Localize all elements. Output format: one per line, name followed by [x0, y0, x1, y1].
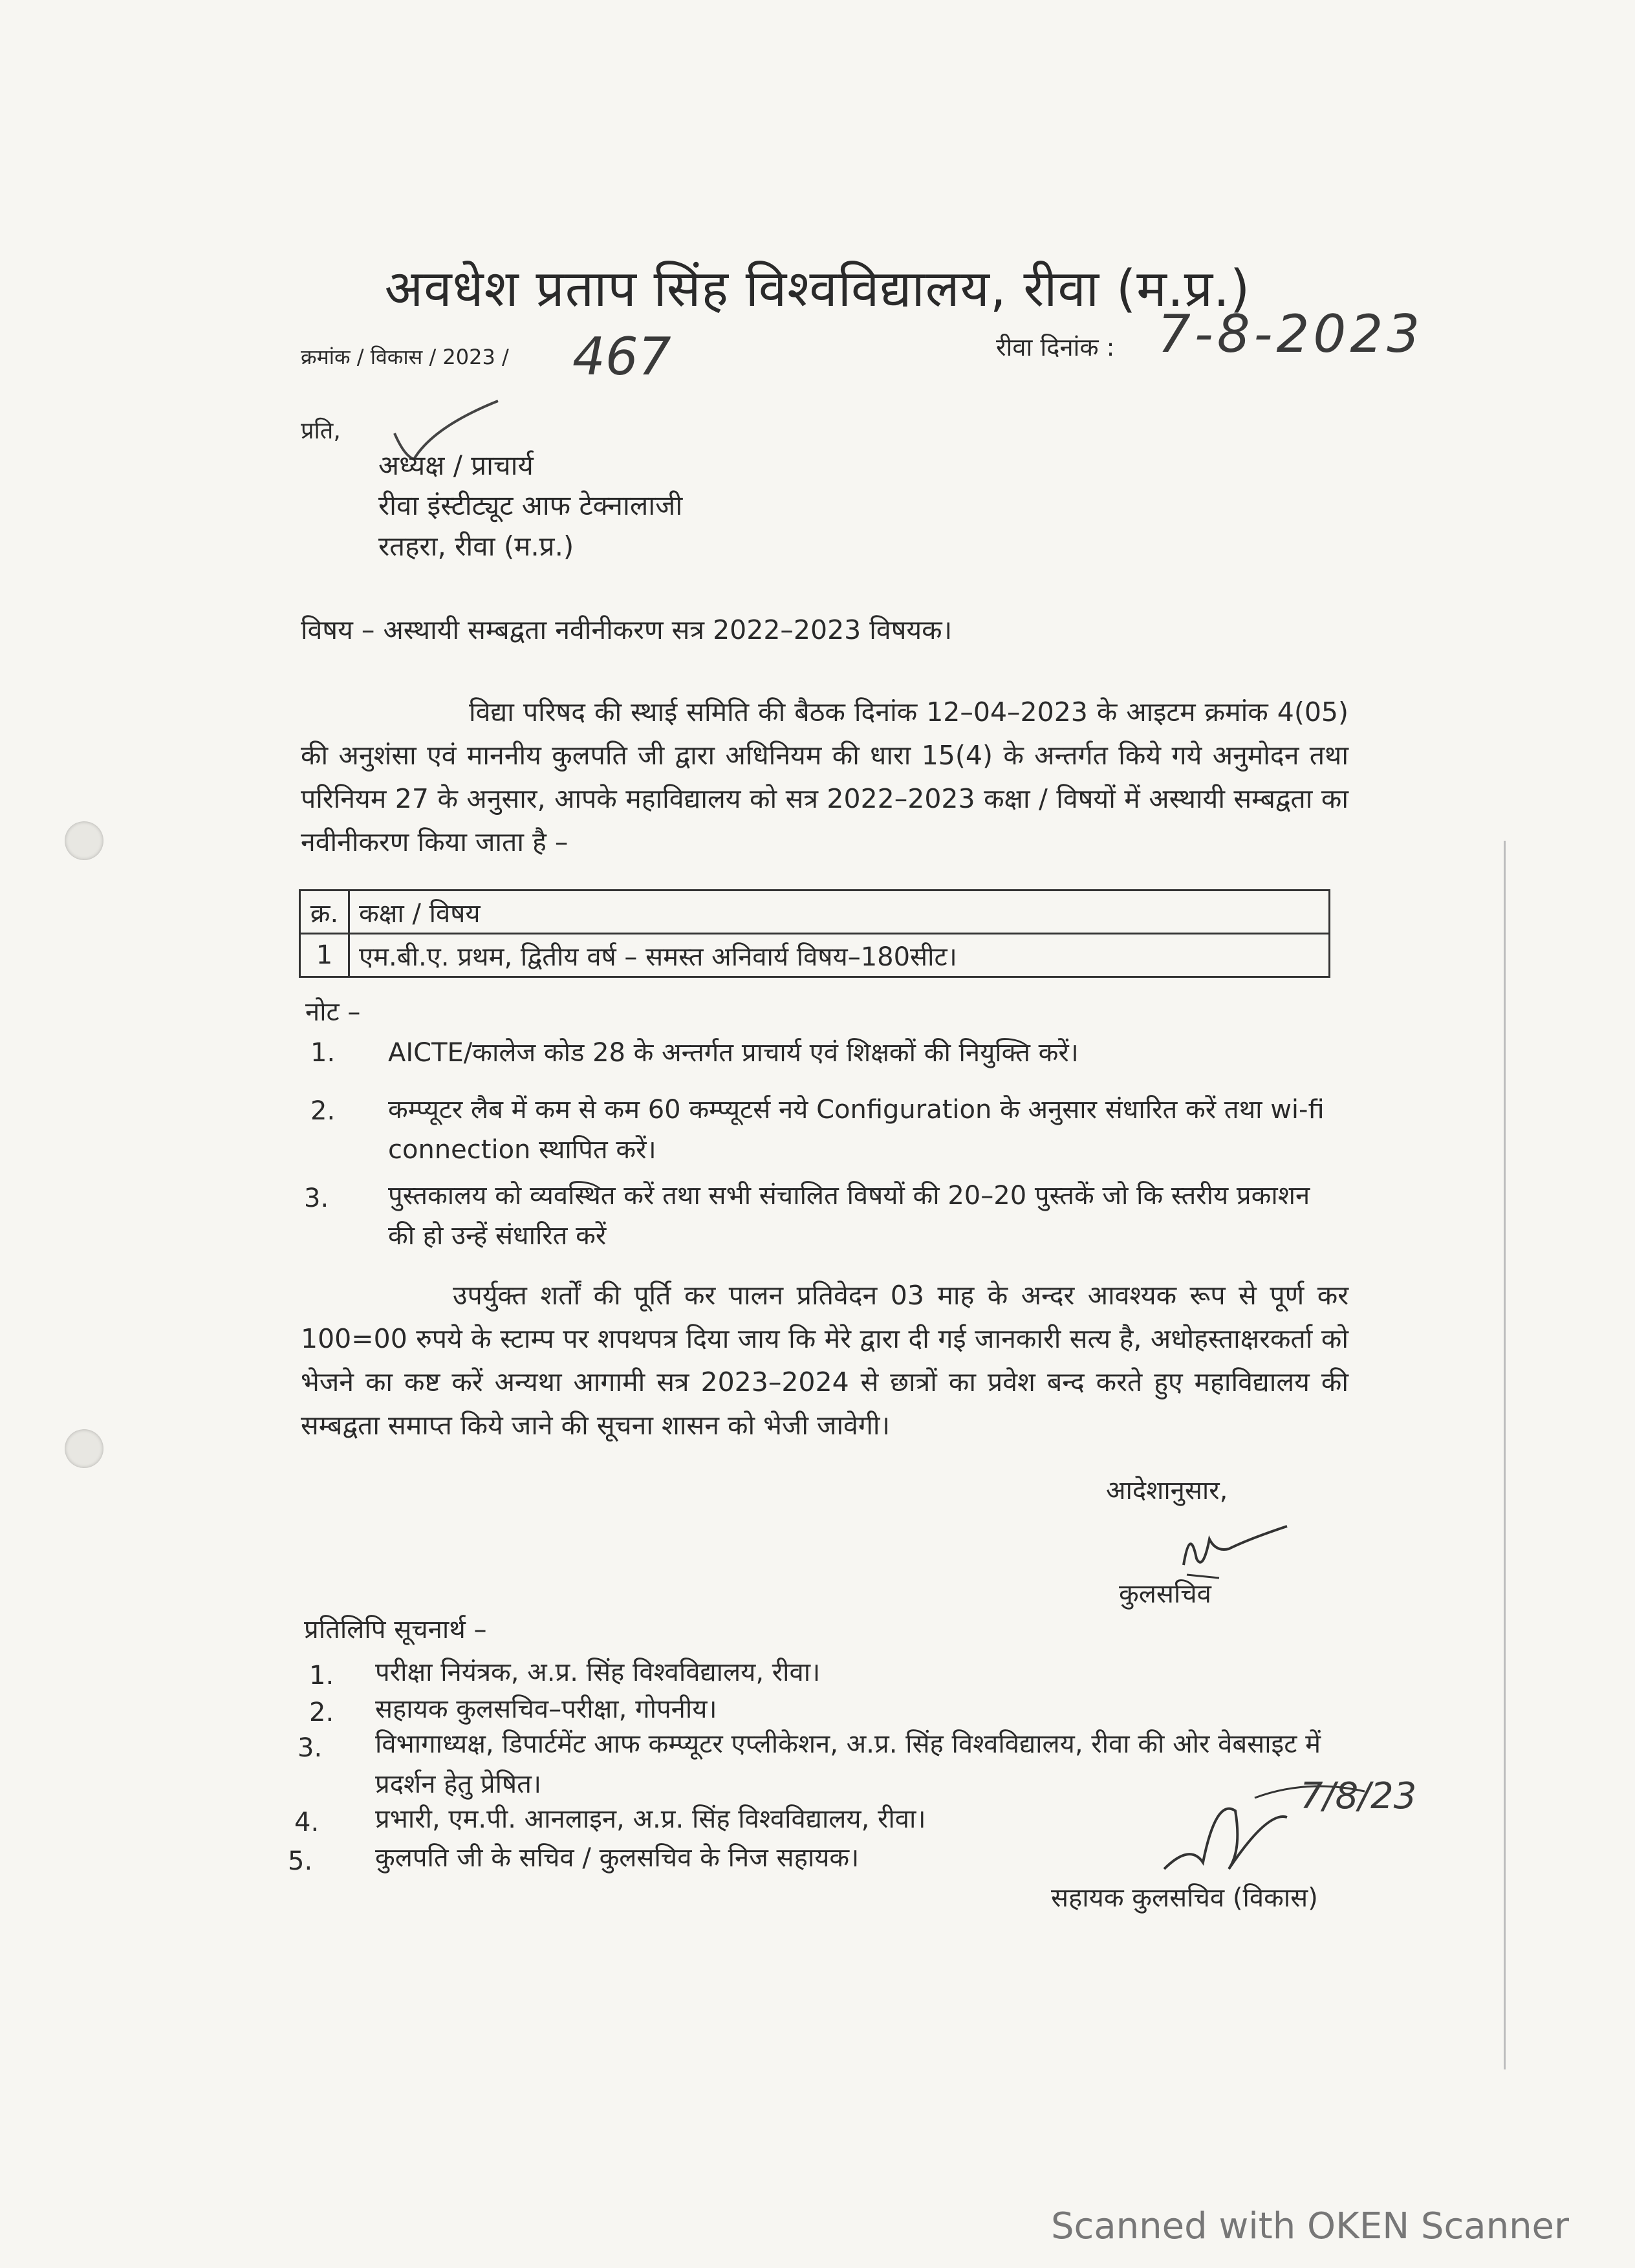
- to-label: प्रति,: [301, 418, 341, 444]
- notes-label: नोट –: [305, 997, 361, 1027]
- assistant-signature-date: 7/8/23: [1300, 1775, 1417, 1817]
- table-header-cell: क्र.: [300, 891, 349, 934]
- reference-prefix: क्रमांक / विकास / 2023 /: [301, 345, 509, 369]
- registrar-signature: [1171, 1513, 1300, 1584]
- note-item: कम्प्यूटर लैब में कम से कम 60 कम्प्यूटर्स नये Configuration के अनुसार संधारित करें तथा wi-fi connection स्थापित करें।: [388, 1095, 1325, 1165]
- table-cell: एम.बी.ए. प्रथम, द्वितीय वर्ष – समस्त अनिवार्य विषय–180सीट।: [349, 934, 1330, 977]
- closing-paragraph: उपर्युक्त शर्तों की पूर्ति कर पालन प्रतिवेदन 03 माह के अन्दर आवश्यक रूप से पूर्ण कर 100=00 रुपये के स्टाम्प पर शपथपत्र दिया जाय कि मेरे द्वारा दी गई जानकारी सत्य है, अधोहस्ताक्षरकर्ता को भेजने का कष्ट करें अन्यथा आगामी सत्र 2023–2024 से छात्रों का प्रवेश बन्द करते हुए महाविद्यालय की सम्बद्वता समाप्त किये जाने की सूचना शासन को भेजी जावेगी।: [301, 1280, 1348, 1441]
- date-value: 7-8-2023: [1158, 304, 1424, 364]
- copy-item: प्रभारी, एम.पी. आनलाइन, अ.प्र. सिंह विश्वविद्यालय, रीवा।: [375, 1804, 926, 1834]
- by-order-text: आदेशानुसार,: [1106, 1476, 1228, 1506]
- punch-hole-top: [65, 821, 103, 860]
- table-header-cell: कक्षा / विषय: [349, 891, 1330, 934]
- copy-item: विभागाध्यक्ष, डिपार्टमेंट आफ कम्प्यूटर एप्लीकेशन, अ.प्र. सिंह विश्वविद्यालय, रीवा की ओर वेबसाइट में प्रदर्शन हेतु प्रेषित।: [375, 1729, 1321, 1799]
- assistant-registrar-designation: सहायक कुलसचिव (विकास): [1051, 1883, 1318, 1913]
- recipient-line-2: रीवा इंस्टीट्यूट आफ टेक्नालाजी: [378, 490, 683, 521]
- copy-item: परीक्षा नियंत्रक, अ.प्र. सिंह विश्वविद्यालय, रीवा।: [375, 1658, 821, 1687]
- recipient-line-1: अध्यक्ष / प्राचार्य: [378, 449, 534, 481]
- table-cell: 1: [300, 934, 349, 977]
- reference-number: 467: [572, 327, 671, 387]
- note-item: AICTE/कालेज कोड 28 के अन्तर्गत प्राचार्य एवं शिक्षकों की नियुक्ति करें।: [388, 1038, 1079, 1068]
- note-number: 1.: [310, 1038, 336, 1068]
- table-row: [300, 934, 1330, 977]
- scan-edge-line: [1504, 841, 1506, 2069]
- copy-item: कुलपति जी के सचिव / कुलसचिव के निज सहायक।: [375, 1843, 860, 1873]
- scanner-footer: Scanned with OKEN Scanner: [1051, 2205, 1570, 2247]
- copy-number: 2.: [309, 1698, 334, 1727]
- table-header-row: [300, 891, 1330, 934]
- copy-number: 1.: [309, 1661, 334, 1690]
- copy-to-label: प्रतिलिपि सूचनार्थ –: [304, 1615, 487, 1645]
- copy-number: 5.: [288, 1846, 313, 1876]
- university-title: अवधेश प्रताप सिंह विश्वविद्यालय, रीवा (म.प्र.): [384, 260, 1251, 318]
- date-label: रीवा दिनांक :: [996, 333, 1115, 362]
- note-item: पुस्तकालय को व्यवस्थित करें तथा सभी संचालित विषयों की 20–20 पुस्तकें जो कि स्तरीय प्रकाशन की हो उन्हें संधारित करें: [388, 1181, 1310, 1251]
- course-table: [299, 889, 1330, 978]
- registrar-designation: कुलसचिव: [1119, 1579, 1211, 1609]
- copy-item: सहायक कुलसचिव–परीक्षा, गोपनीय।: [375, 1694, 717, 1724]
- punch-hole-bottom: [65, 1429, 103, 1468]
- copy-number: 4.: [294, 1808, 319, 1837]
- copy-number: 3.: [298, 1733, 323, 1763]
- body-paragraph: विद्या परिषद की स्थाई समिति की बैठक दिनांक 12–04–2023 के आइटम क्रमांक 4(05) की अनुशंसा एवं माननीय कुलपति जी द्वारा अधिनियम की धारा 15(4) के अन्तर्गत किये गये अनुमोदन तथा परिनियम 27 के अनुसार, आपके महाविद्यालय को सत्र 2022–2023 कक्षा / विषयों में अस्थायी सम्बद्वता का नवीनीकरण किया जाता है –: [301, 697, 1348, 858]
- note-number: 2.: [310, 1096, 336, 1126]
- recipient-line-3: रतहरा, रीवा (म.प्र.): [378, 530, 574, 562]
- subject-line: विषय – अस्थायी सम्बद्वता नवीनीकरण सत्र 2022–2023 विषयक।: [301, 614, 953, 645]
- note-number: 3.: [304, 1183, 329, 1213]
